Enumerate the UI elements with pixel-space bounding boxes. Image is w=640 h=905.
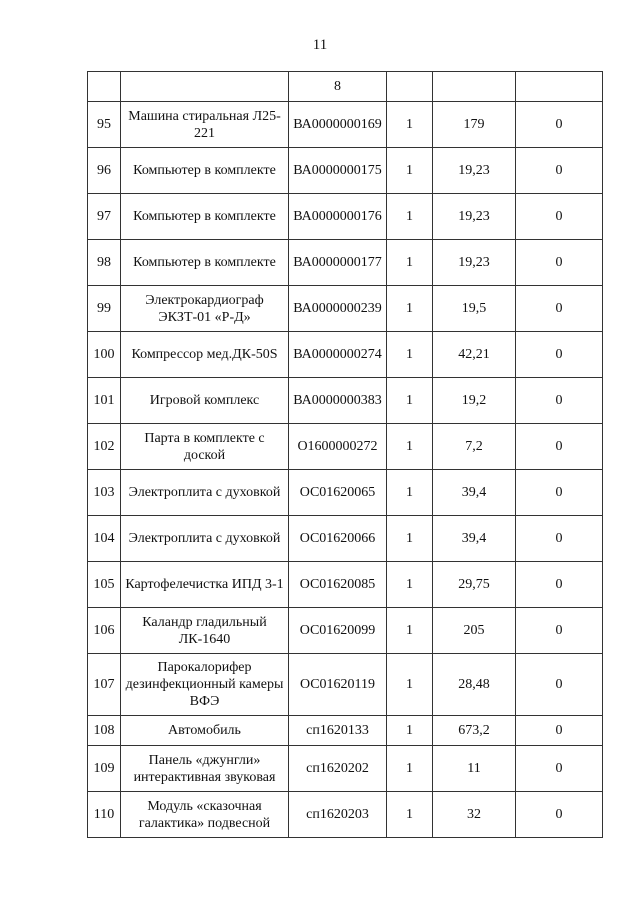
inventory-code-cell: О1600000272 [289,424,387,470]
value-cell: 42,21 [433,332,516,378]
item-number-cell: 98 [88,240,121,286]
item-name-cell: Электроплита с духовкой [121,470,289,516]
inventory-code-cell: ВА0000000169 [289,102,387,148]
item-number-cell: 106 [88,608,121,654]
item-number-cell: 109 [88,746,121,792]
inventory-table-body [88,72,603,838]
table-row [88,378,603,424]
value-cell: 205 [433,608,516,654]
table-row [88,148,603,194]
table-row [88,102,603,148]
item-name-cell: Автомобиль [121,716,289,746]
inventory-code-cell: ВА0000000176 [289,194,387,240]
item-name-cell: Электроплита с духовкой [121,516,289,562]
table-row [88,194,603,240]
page-number: 11 [312,37,328,53]
continuation-row [88,72,603,102]
quantity-cell: 1 [387,424,433,470]
table-row [88,746,603,792]
residual-value-cell: 0 [516,378,603,424]
value-cell: 179 [433,102,516,148]
residual-value-cell: 0 [516,424,603,470]
inventory-table [87,71,603,838]
value-cell: 673,2 [433,716,516,746]
continuation-cell [88,72,121,102]
residual-value-cell: 0 [516,716,603,746]
item-number-cell: 104 [88,516,121,562]
inventory-code-cell: ВА0000000239 [289,286,387,332]
item-name-cell: Парокалорифер дезинфекционный камеры ВФЭ [121,654,289,716]
continuation-cell: 8 [289,72,387,102]
inventory-code-cell: сп1620202 [289,746,387,792]
item-name-cell: Компьютер в комплекте [121,148,289,194]
item-name-cell: Компьютер в комплекте [121,194,289,240]
residual-value-cell: 0 [516,562,603,608]
quantity-cell: 1 [387,194,433,240]
item-number-cell: 99 [88,286,121,332]
inventory-code-cell: ОС01620066 [289,516,387,562]
item-name-cell: Электрокардиограф ЭКЗТ-01 «Р-Д» [121,286,289,332]
inventory-code-cell: ОС01620085 [289,562,387,608]
quantity-cell: 1 [387,516,433,562]
value-cell: 19,2 [433,378,516,424]
table-row [88,562,603,608]
quantity-cell: 1 [387,470,433,516]
item-name-cell: Компьютер в комплекте [121,240,289,286]
value-cell: 19,23 [433,148,516,194]
table-row [88,608,603,654]
value-cell: 7,2 [433,424,516,470]
item-name-cell: Игровой комплекс [121,378,289,424]
item-number-cell: 105 [88,562,121,608]
inventory-code-cell: ОС01620099 [289,608,387,654]
item-name-cell: Картофелечистка ИПД 3-1 [121,562,289,608]
residual-value-cell: 0 [516,746,603,792]
table-row [88,716,603,746]
inventory-code-cell: ОС01620065 [289,470,387,516]
item-number-cell: 96 [88,148,121,194]
value-cell: 11 [433,746,516,792]
residual-value-cell: 0 [516,148,603,194]
residual-value-cell: 0 [516,102,603,148]
quantity-cell: 1 [387,792,433,838]
item-number-cell: 102 [88,424,121,470]
quantity-cell: 1 [387,148,433,194]
quantity-cell: 1 [387,608,433,654]
item-name-cell: Компрессор мед.ДК-50S [121,332,289,378]
item-number-cell: 97 [88,194,121,240]
value-cell: 19,23 [433,194,516,240]
quantity-cell: 1 [387,332,433,378]
quantity-cell: 1 [387,240,433,286]
table-row [88,332,603,378]
inventory-code-cell: сп1620133 [289,716,387,746]
item-name-cell: Панель «джунгли» интерактивная звуковая [121,746,289,792]
item-name-cell: Каландр гладильный ЛК-1640 [121,608,289,654]
table-row [88,240,603,286]
residual-value-cell: 0 [516,516,603,562]
item-number-cell: 101 [88,378,121,424]
item-name-cell: Модуль «сказочная галактика» подвесной [121,792,289,838]
residual-value-cell: 0 [516,470,603,516]
quantity-cell: 1 [387,746,433,792]
value-cell: 29,75 [433,562,516,608]
table-row [88,516,603,562]
residual-value-cell: 0 [516,240,603,286]
table-row [88,470,603,516]
residual-value-cell: 0 [516,194,603,240]
continuation-cell [433,72,516,102]
value-cell: 19,5 [433,286,516,332]
continuation-cell [516,72,603,102]
residual-value-cell: 0 [516,608,603,654]
table-row [88,792,603,838]
inventory-code-cell: сп1620203 [289,792,387,838]
quantity-cell: 1 [387,562,433,608]
item-number-cell: 100 [88,332,121,378]
quantity-cell: 1 [387,378,433,424]
inventory-code-cell: ВА0000000274 [289,332,387,378]
value-cell: 39,4 [433,516,516,562]
item-name-cell: Машина стиральная Л25-221 [121,102,289,148]
item-number-cell: 95 [88,102,121,148]
table-row [88,286,603,332]
item-name-cell: Парта в комплекте с доской [121,424,289,470]
residual-value-cell: 0 [516,332,603,378]
table-row [88,654,603,716]
residual-value-cell: 0 [516,792,603,838]
quantity-cell: 1 [387,102,433,148]
quantity-cell: 1 [387,286,433,332]
value-cell: 19,23 [433,240,516,286]
item-number-cell: 108 [88,716,121,746]
inventory-code-cell: ВА0000000175 [289,148,387,194]
item-number-cell: 107 [88,654,121,716]
continuation-cell [387,72,433,102]
item-number-cell: 103 [88,470,121,516]
continuation-cell [121,72,289,102]
residual-value-cell: 0 [516,654,603,716]
quantity-cell: 1 [387,654,433,716]
item-number-cell: 110 [88,792,121,838]
value-cell: 39,4 [433,470,516,516]
inventory-code-cell: ВА0000000177 [289,240,387,286]
value-cell: 32 [433,792,516,838]
value-cell: 28,48 [433,654,516,716]
inventory-code-cell: ВА0000000383 [289,378,387,424]
residual-value-cell: 0 [516,286,603,332]
inventory-code-cell: ОС01620119 [289,654,387,716]
quantity-cell: 1 [387,716,433,746]
table-row [88,424,603,470]
